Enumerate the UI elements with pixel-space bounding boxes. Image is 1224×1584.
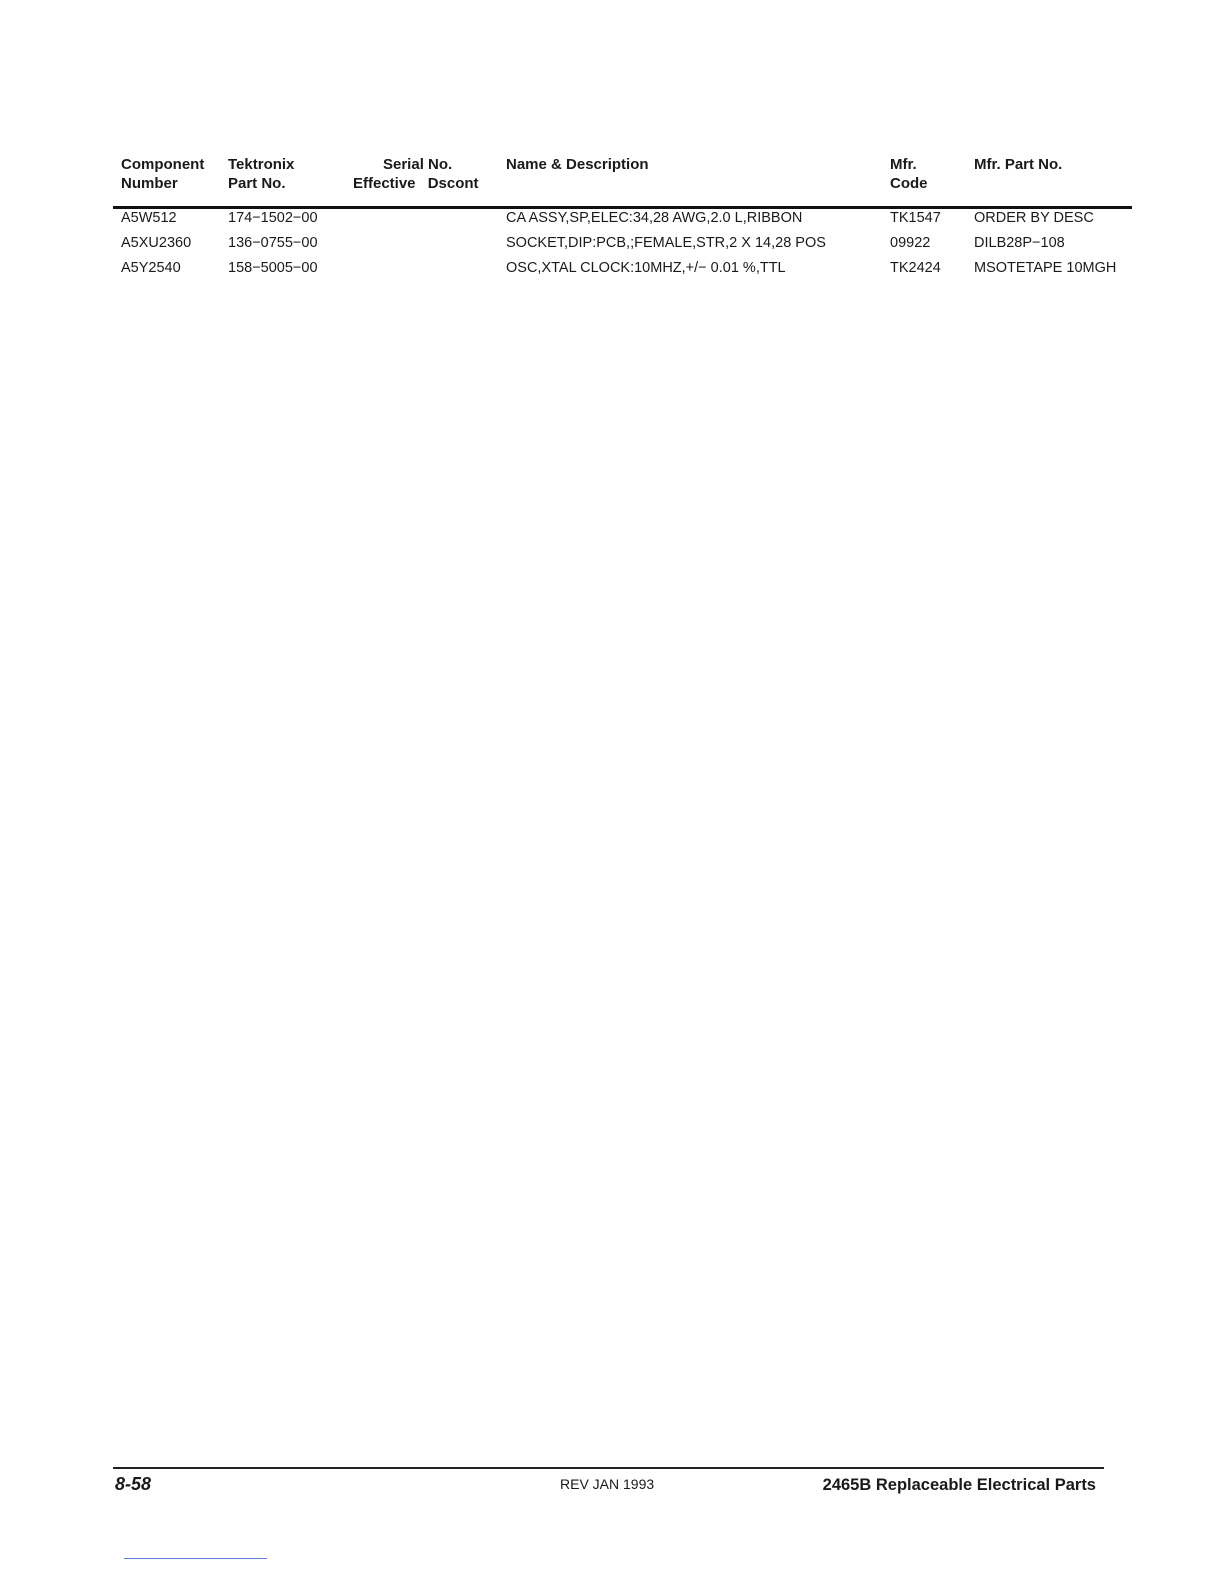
table-row <box>0 235 1224 260</box>
header-tektronix-line1: Tektronix <box>228 156 295 173</box>
cell-description: OSC,XTAL CLOCK:10MHZ,+/− 0.01 %,TTL <box>506 260 786 276</box>
cell-mfr-part: MSOTETAPE 10MGH <box>974 260 1117 276</box>
header-serial-effective: Effective <box>353 175 416 192</box>
manual-title: 2465B Replaceable Electrical Parts <box>822 1476 1096 1494</box>
header-name-description <box>506 155 649 174</box>
header-component-line1: Component <box>121 156 205 173</box>
cell-component: A5Y2540 <box>121 260 181 276</box>
revision-date: REV JAN 1993 <box>560 1476 655 1492</box>
cell-component: A5XU2360 <box>121 235 192 251</box>
cell-description: SOCKET,DIP:PCB,;FEMALE,STR,2 X 14,28 POS <box>506 235 826 251</box>
header-divider <box>113 206 1132 209</box>
cell-tek-part: 158−5005−00 <box>228 260 318 276</box>
cell-mfr-code: TK1547 <box>890 210 941 226</box>
header-component <box>121 155 204 193</box>
cell-tek-part: 136−0755−00 <box>228 235 318 251</box>
header-mfr-code-line1: Mfr. <box>890 156 917 173</box>
link-underline <box>124 1558 267 1559</box>
header-mfr-part <box>974 155 1062 174</box>
table-row <box>0 260 1224 285</box>
cell-description: CA ASSY,SP,ELEC:34,28 AWG,2.0 L,RIBBON <box>506 210 803 226</box>
cell-mfr-code: TK2424 <box>890 260 941 276</box>
cell-tek-part: 174−1502−00 <box>228 210 318 226</box>
header-tektronix-line2: Part No. <box>228 175 286 192</box>
header-serial <box>353 155 479 193</box>
header-mfr-code <box>890 155 928 193</box>
header-component-line2: Number <box>121 175 178 192</box>
footer-divider <box>113 1467 1104 1469</box>
table-row <box>0 210 1224 235</box>
header-mfr-part-label: Mfr. Part No. <box>974 156 1063 173</box>
header-tektronix <box>228 155 294 193</box>
cell-mfr-code: 09922 <box>890 235 931 251</box>
page-number: 8-58 <box>115 1474 152 1494</box>
header-mfr-code-line2: Code <box>890 175 928 192</box>
cell-mfr-part: ORDER BY DESC <box>974 210 1094 226</box>
header-serial-line1: Serial No. <box>383 156 453 173</box>
header-name-description-label: Name & Description <box>506 156 649 173</box>
header-serial-dscont: Dscont <box>427 175 479 192</box>
cell-mfr-part: DILB28P−108 <box>974 235 1065 251</box>
cell-component: A5W512 <box>121 210 177 226</box>
